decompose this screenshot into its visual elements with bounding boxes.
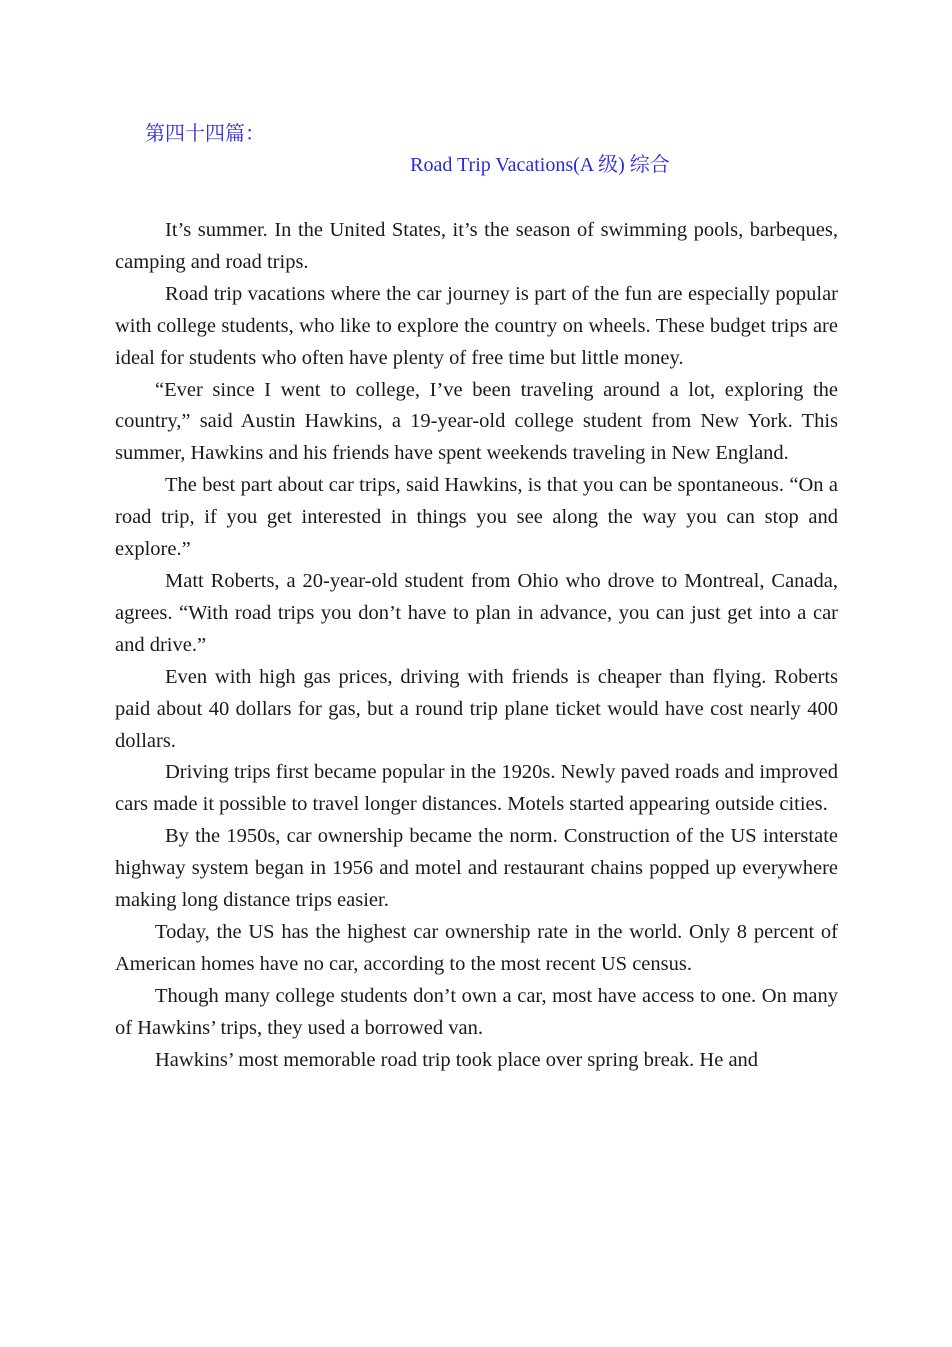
paragraph: Driving trips first became popular in the 1920s. Newly paved roads and improved cars made it possible to travel longer distances. Motels started appearing outside cities.: [115, 761, 838, 816]
paragraph: Though many college students don’t own a car, most have access to one. On many of Hawkins’ trips, they used a borrowed van.: [115, 984, 838, 1039]
paragraph: It’s summer. In the United States, it’s the season of swimming pools, barbeques, camping and road trips.: [115, 219, 838, 273]
paragraph: Matt Roberts, a 20-year-old student from Ohio who drove to Montreal, Canada, agrees. “With road trips you don’t have to plan in advance, you can just get into a car and drive.”: [115, 569, 838, 656]
paragraph: Even with high gas prices, driving with friends is cheaper than flying. Roberts paid about 40 dollars for gas, but a round trip plane ticket would have cost nearly 400 dollars.: [115, 665, 838, 752]
paragraph: The best part about car trips, said Hawkins, is that you can be spontaneous. “On a road trip, if you get interested in things you see along the way you can stop and explore.”: [115, 474, 838, 561]
paragraph: Road trip vacations where the car journey is part of the fun are especially popular with college students, who like to explore the country on wheels. These budget trips are ideal for students who often have plenty of free time but little money.: [115, 282, 838, 369]
paragraph: Today, the US has the highest car ownership rate in the world. Only 8 percent of American homes have no car, according to the most recent US census.: [115, 920, 838, 975]
article-body: [115, 215, 838, 1076]
paragraph: By the 1950s, car ownership became the norm. Construction of the US interstate highway system began in 1956 and motel and restaurant chains popped up everywhere making long distance trips easier.: [115, 825, 838, 912]
document-title: Road Trip Vacations(A 级) 综合: [410, 154, 670, 176]
paragraph: Hawkins’ most memorable road trip took place over spring break. He and: [155, 1048, 759, 1071]
paragraph: “Ever since I went to college, I’ve been traveling around a lot, exploring the country,” said Austin Hawkins, a 19-year-old college student from New York. This summer, Hawkins and his friends have spent weekends traveling in New England.: [115, 378, 838, 465]
section-label: 第四十四篇：: [145, 123, 265, 145]
